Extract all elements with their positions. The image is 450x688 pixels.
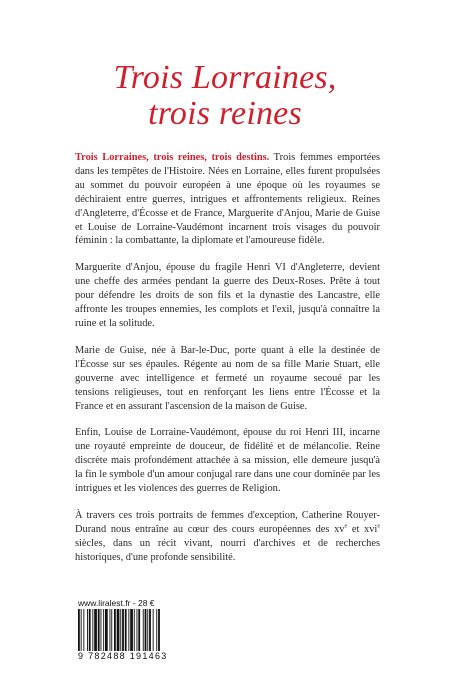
title-line-1: Trois Lorraines,: [113, 59, 337, 96]
isbn-number: 9 782488 191463: [78, 651, 168, 661]
author-text-c: siècles, dans un récit vivant, nourri d'archives et de recherches historiques, d'une profonde sensibilité.: [75, 537, 380, 563]
book-title: [0, 60, 450, 132]
title-line-2: trois reines: [148, 95, 302, 132]
lead-sentence: Trois Lorraines, trois reines, trois destins.: [75, 152, 270, 163]
intro-text: Trois femmes emportées dans les tempêtes de l'Histoire. Nées en Lorraine, elles furent propulsées au sommet du pouvoir européen à une époque où les royaumes se déchiraient entre guerres, intrigues et affrontements religieux. Reines d'Angleterre, d'Écosse et de France, Marguerite d'Anjou, Marie de Guise et Louise de Lorraine-Vaudémont incarnent trois visages du pouvoir féminin : la combattante, la diplomate et l'amoureuse fidèle.: [75, 152, 381, 247]
superscript-e: e: [344, 523, 348, 530]
paragraph-marie: Marie de Guise, née à Bar-le-Duc, porte quant à elle la destinée de l'Écosse sur ses épaules. Régente au nom de sa fille Marie Stuart, elle gouverne avec intelligence et fermeté un royaume secoué par les tensions religieuses, tout en renforçant les liens entre l'Écosse et la France et en assurant l'ascension de la maison de Guise.: [75, 344, 380, 412]
author-text-a: À travers ces trois portraits de femmes d'exception, Catherine Rouyer-Durand nous entraîne au cœur des cours européennes des xv: [75, 509, 380, 535]
barcode-block: [78, 598, 190, 661]
author-text-b: et xvi: [347, 523, 378, 535]
paragraph-louise: Enfin, Louise de Lorraine-Vaudémont, épouse du roi Henri III, incarne une royauté empreinte de douceur, de fidélité et de mélancolie. Reine discrète mais profondément attachée à sa mission, elle demeure jusqu'à la fin le symbole d'un amour conjugal rare dans une cour dominée par les intrigues et les violences des guerres de Religion.: [75, 427, 380, 495]
barcode-image: [78, 609, 186, 651]
superscript-e: e: [377, 523, 380, 530]
paragraph-intro: [75, 151, 380, 248]
website-price: www.liralest.fr - 28 €: [78, 598, 155, 608]
paragraph-marguerite: Marguerite d'Anjou, épouse du fragile Henri VI d'Angleterre, devient une cheffe des armées pendant la guerre des Deux-Roses. Prête à tout pour défendre les droits de son fils et la dynastie des Lancastre, elle affronte les troupes ennemies, les complots et l'exil, jusqu'à connaître la ruine et la solitude.: [75, 262, 380, 329]
paragraph-author: [75, 509, 380, 565]
back-cover-blurb: [75, 151, 380, 578]
